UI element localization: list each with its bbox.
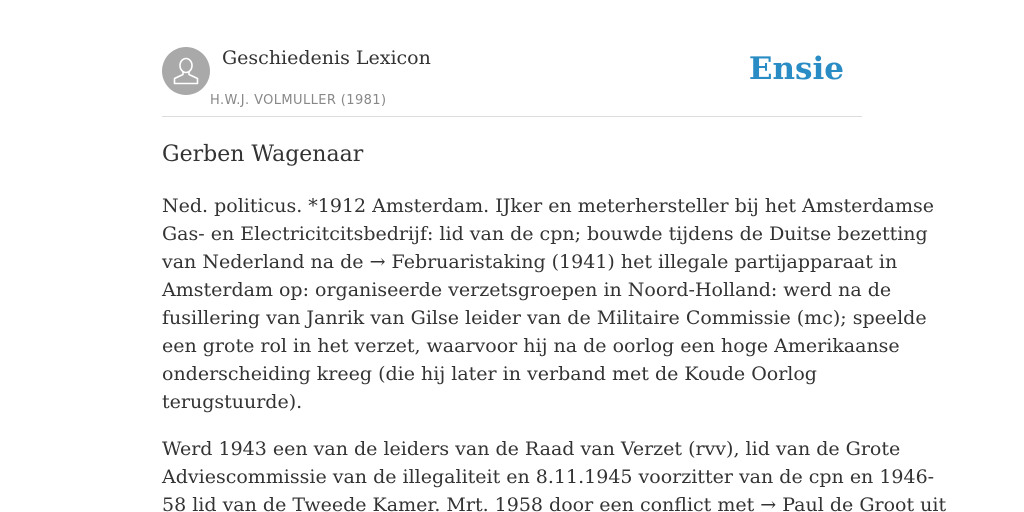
article-title: Gerben Wagenaar (162, 142, 364, 167)
author-label[interactable]: H.W.J. VOLMULLER (1981) (210, 93, 387, 108)
paragraph-line: onderscheiding kreeg (die hij later in verband met de Koude Oorlog (162, 363, 817, 385)
paragraph-line: Adviescommissie van de illegaliteit en 8.11.1945 voorzitter van de cpn en 1946- (162, 466, 935, 488)
paragraph-line: Amsterdam op: organiseerde verzetsgroepen in Noord-Holland: werd na de (162, 279, 892, 301)
paragraph-1 (162, 192, 934, 416)
article-body (162, 192, 947, 512)
brand-logo[interactable]: Ensie (748, 51, 844, 87)
paragraph-line: terugstuurde). (162, 391, 303, 413)
paragraph-2 (162, 435, 947, 512)
header (162, 46, 862, 117)
paragraph-line: Werd 1943 een van de leiders van de Raad van Verzet (rvv), lid van de Grote (162, 438, 901, 460)
paragraph-line: een grote rol in het verzet, waarvoor hij na de oorlog een hoge Amerikaanse (162, 335, 900, 357)
paragraph-line: 58 lid van de Tweede Kamer. Mrt. 1958 door een conflict met → Paul de Groot uit (162, 494, 947, 512)
lexicon-title[interactable]: Geschiedenis Lexicon (222, 47, 431, 69)
user-icon (162, 47, 210, 95)
paragraph-line: Ned. politicus. *1912 Amsterdam. IJker en meterhersteller bij het Amsterdamse (162, 195, 934, 217)
paragraph-line: van Nederland na de → Februaristaking (1941) het illegale partijapparaat in (162, 251, 898, 273)
avatar (162, 47, 210, 95)
paragraph-line: fusillering van Janrik van Gilse leider van de Militaire Commissie (mc); speelde (162, 307, 927, 329)
paragraph-line: Gas- en Electricitcitsbedrijf: lid van de cpn; bouwde tijdens de Duitse bezetting (162, 223, 928, 245)
